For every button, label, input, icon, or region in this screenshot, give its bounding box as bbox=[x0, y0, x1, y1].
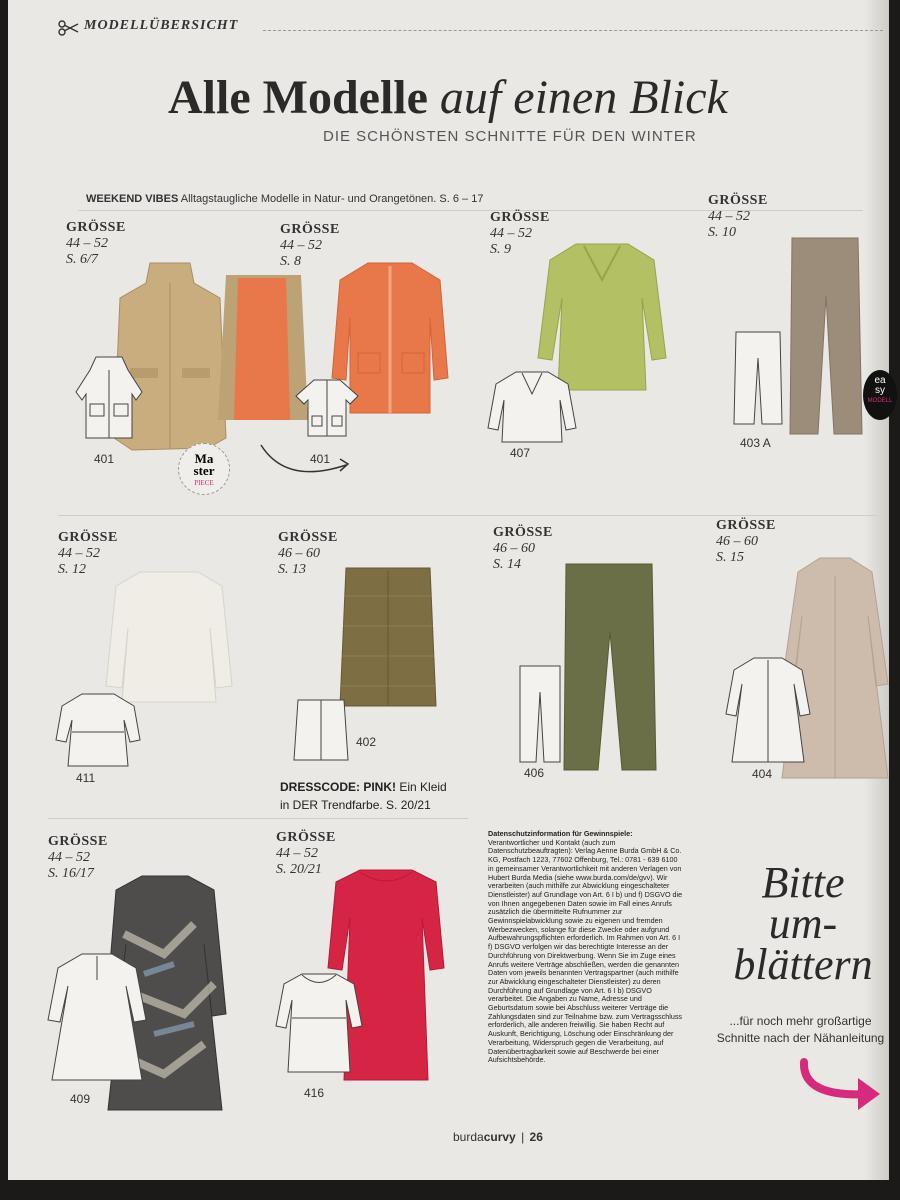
size-heading: GRÖSSE bbox=[276, 830, 336, 845]
tunic-sketch bbox=[46, 950, 148, 1086]
model-number: 401 bbox=[94, 452, 115, 466]
size-range: 46 – 60 bbox=[493, 541, 535, 556]
coat-sketch bbox=[70, 352, 148, 442]
page-reference: S. 13 bbox=[278, 562, 306, 577]
model-number: 411 bbox=[76, 771, 96, 785]
curved-arrow-icon bbox=[256, 440, 356, 485]
dress-sketch bbox=[724, 654, 812, 766]
page-title bbox=[168, 70, 728, 125]
size-range: 44 – 52 bbox=[58, 546, 100, 561]
dress-code-label: DRESSCODE: PINK! bbox=[280, 780, 397, 794]
jacket-sketch bbox=[292, 376, 362, 440]
page-reference: S. 20/21 bbox=[276, 862, 322, 877]
section-divider bbox=[263, 30, 883, 31]
page-reference: S. 10 bbox=[708, 225, 736, 240]
model-number: 404 bbox=[752, 767, 773, 781]
heading-line: blättern bbox=[733, 940, 873, 989]
badge-text: Ma bbox=[194, 451, 214, 466]
size-heading: GRÖSSE bbox=[490, 210, 550, 225]
title-bold: Alle Modelle bbox=[168, 71, 428, 124]
easy-badge bbox=[863, 370, 897, 420]
page-reference: S. 8 bbox=[280, 254, 301, 269]
size-heading: GRÖSSE bbox=[58, 530, 118, 545]
heading-line: Bitte bbox=[761, 858, 845, 907]
size-heading: GRÖSSE bbox=[66, 220, 126, 235]
model-number: 403 A bbox=[740, 436, 771, 450]
dress-code-text: Ein Kleid in DER Trendfarbe. S. 20/21 bbox=[280, 780, 447, 812]
size-heading: GRÖSSE bbox=[716, 518, 776, 533]
magazine-page bbox=[8, 0, 893, 1180]
page-reference: S. 15 bbox=[716, 550, 744, 565]
model-number: 416 bbox=[304, 1086, 325, 1100]
page-reference: S. 12 bbox=[58, 562, 86, 577]
privacy-notice bbox=[488, 830, 683, 1065]
section-tag: MODELLÜBERSICHT bbox=[84, 18, 239, 33]
dress-code-intro bbox=[280, 778, 455, 814]
pants-sketch bbox=[730, 328, 786, 428]
brand-name-bold: curvy bbox=[483, 1130, 516, 1144]
size-heading: GRÖSSE bbox=[708, 193, 768, 208]
size-range: 44 – 52 bbox=[66, 236, 108, 251]
size-range: 44 – 52 bbox=[280, 238, 322, 253]
heading-line: um- bbox=[768, 899, 838, 948]
size-heading: GRÖSSE bbox=[278, 530, 338, 545]
vibes-label: WEEKEND VIBES bbox=[86, 193, 179, 205]
slim-pants-sketch bbox=[514, 662, 566, 766]
skirt-sketch bbox=[292, 696, 350, 764]
scissors-icon bbox=[58, 20, 80, 36]
page-subtitle: DIE SCHÖNSTEN SCHNITTE FÜR DEN WINTER bbox=[323, 128, 697, 145]
pink-arrow-icon bbox=[796, 1058, 886, 1114]
badge-text: MODELL bbox=[867, 398, 893, 404]
page-reference: S. 14 bbox=[493, 557, 521, 572]
taupe-pants-photo bbox=[786, 236, 866, 440]
model-number: 401 bbox=[310, 452, 331, 466]
size-range: 46 – 60 bbox=[278, 546, 320, 561]
badge-text: ea bbox=[874, 375, 886, 386]
privacy-body: Verantwortlicher und Kontakt (auch zum Datenschutzbeauftragten): Verlag Aenne Burda GmbH & Co. KG, Postfach 1223, 77602 Offenburg, Tel.: 0781 - 639 6100 in gemeinsamer Verantwortlichkeit mit anderen Verlagen von Hubert Burda Media (siehe www.burda.com/de/gvv). Wir verarbeiten (auch mithilfe zur Abwicklung eingeschalteter Dienstleister) auf Grundlage von Art. 6 I b) und f) DSGVO die von Ihnen angegebenen Daten sowie im Fall eines Anrufs zusätzlich die übermittelte Rufnummer zur Gewinnspielabwicklung sowie zu eigenen und fremden Werbezwecken, solange für diese Zwecke oder aufgrund Aufbewahrungspflichten erforderlich. Im Rahmen von Art. 6 I f) DSGVO verfolgen wir das berechtigte Interesse an der Durchführung von Direktwerbung. Wenn Sie im Zuge eines Anrufs weitere Verträge abschließen, werden die genannten Daten vom jeweils benannten Vertragspartner (auch mithilfe zur Abwicklung eingeschalteter Dienstleister) zu deren Durchführung auf Grundlage von Art. 6 I b) DSGVO verarbeitet. Die Angaben zu Name, Adresse und Geburtsdatum sowie bei Abschluss weiterer Verträge die Zahlungsdaten sind zur Teilnahme bzw. zum Vertragsschluss erforderlich, alle anderen freiwillig. Sie haben Recht auf Auskunft, Berichtigung, Löschung oder Einschränkung der Verarbeitung, Widerspruch gegen die Verarbeitung, auf Datenübertragbarkeit sowie auf Beschwerde bei einer Aufsichtsbehörde. bbox=[488, 837, 683, 1065]
model-info-6 bbox=[278, 530, 338, 578]
model-number: 409 bbox=[70, 1092, 91, 1106]
turn-page-heading bbox=[708, 858, 898, 989]
model-number: 406 bbox=[524, 766, 545, 780]
size-range: 44 – 52 bbox=[276, 846, 318, 861]
turn-page-subtext: ...für noch mehr großartige Schnitte nach der Nähanleitung bbox=[716, 1014, 885, 1045]
page-reference: S. 6/7 bbox=[66, 252, 98, 267]
model-info-9 bbox=[48, 834, 108, 882]
blouse-sketch bbox=[486, 368, 578, 446]
page-number: 26 bbox=[529, 1130, 543, 1144]
badge-text: ster bbox=[193, 463, 215, 478]
divider bbox=[58, 515, 878, 516]
size-range: 44 – 52 bbox=[708, 209, 750, 224]
title-italic: auf einen Blick bbox=[439, 71, 728, 124]
brand-name: burda bbox=[453, 1130, 484, 1144]
quilted-skirt-photo bbox=[338, 566, 438, 710]
white-top-photo bbox=[104, 568, 234, 708]
badge-text: PIECE bbox=[194, 479, 214, 487]
model-number: 402 bbox=[356, 735, 377, 749]
size-range: 44 – 52 bbox=[48, 850, 90, 865]
page-reference: S. 9 bbox=[490, 242, 511, 257]
top-sketch bbox=[54, 690, 142, 770]
divider bbox=[48, 818, 468, 819]
masterpiece-badge bbox=[178, 443, 230, 495]
model-info-8 bbox=[716, 518, 776, 566]
weekend-vibes-intro bbox=[86, 193, 483, 205]
vibes-text: Alltagstaugliche Modelle in Natur- und Orangetönen. S. 6 – 17 bbox=[180, 193, 484, 205]
model-info-4 bbox=[708, 193, 768, 241]
size-heading: GRÖSSE bbox=[280, 222, 340, 237]
size-heading: GRÖSSE bbox=[493, 525, 553, 540]
model-info-7 bbox=[493, 525, 553, 573]
size-range: 46 – 60 bbox=[716, 534, 758, 549]
red-dress-sketch bbox=[274, 970, 364, 1076]
size-heading: GRÖSSE bbox=[48, 834, 108, 849]
privacy-heading: Datenschutzinformation für Gewinnspiele: bbox=[488, 829, 633, 838]
size-range: 44 – 52 bbox=[490, 226, 532, 241]
badge-text: sy bbox=[875, 385, 885, 396]
page-reference: S. 16/17 bbox=[48, 866, 94, 881]
olive-pants-photo bbox=[560, 562, 660, 774]
page-footer: burdacurvy | 26 bbox=[453, 1130, 543, 1144]
model-number: 407 bbox=[510, 446, 531, 460]
